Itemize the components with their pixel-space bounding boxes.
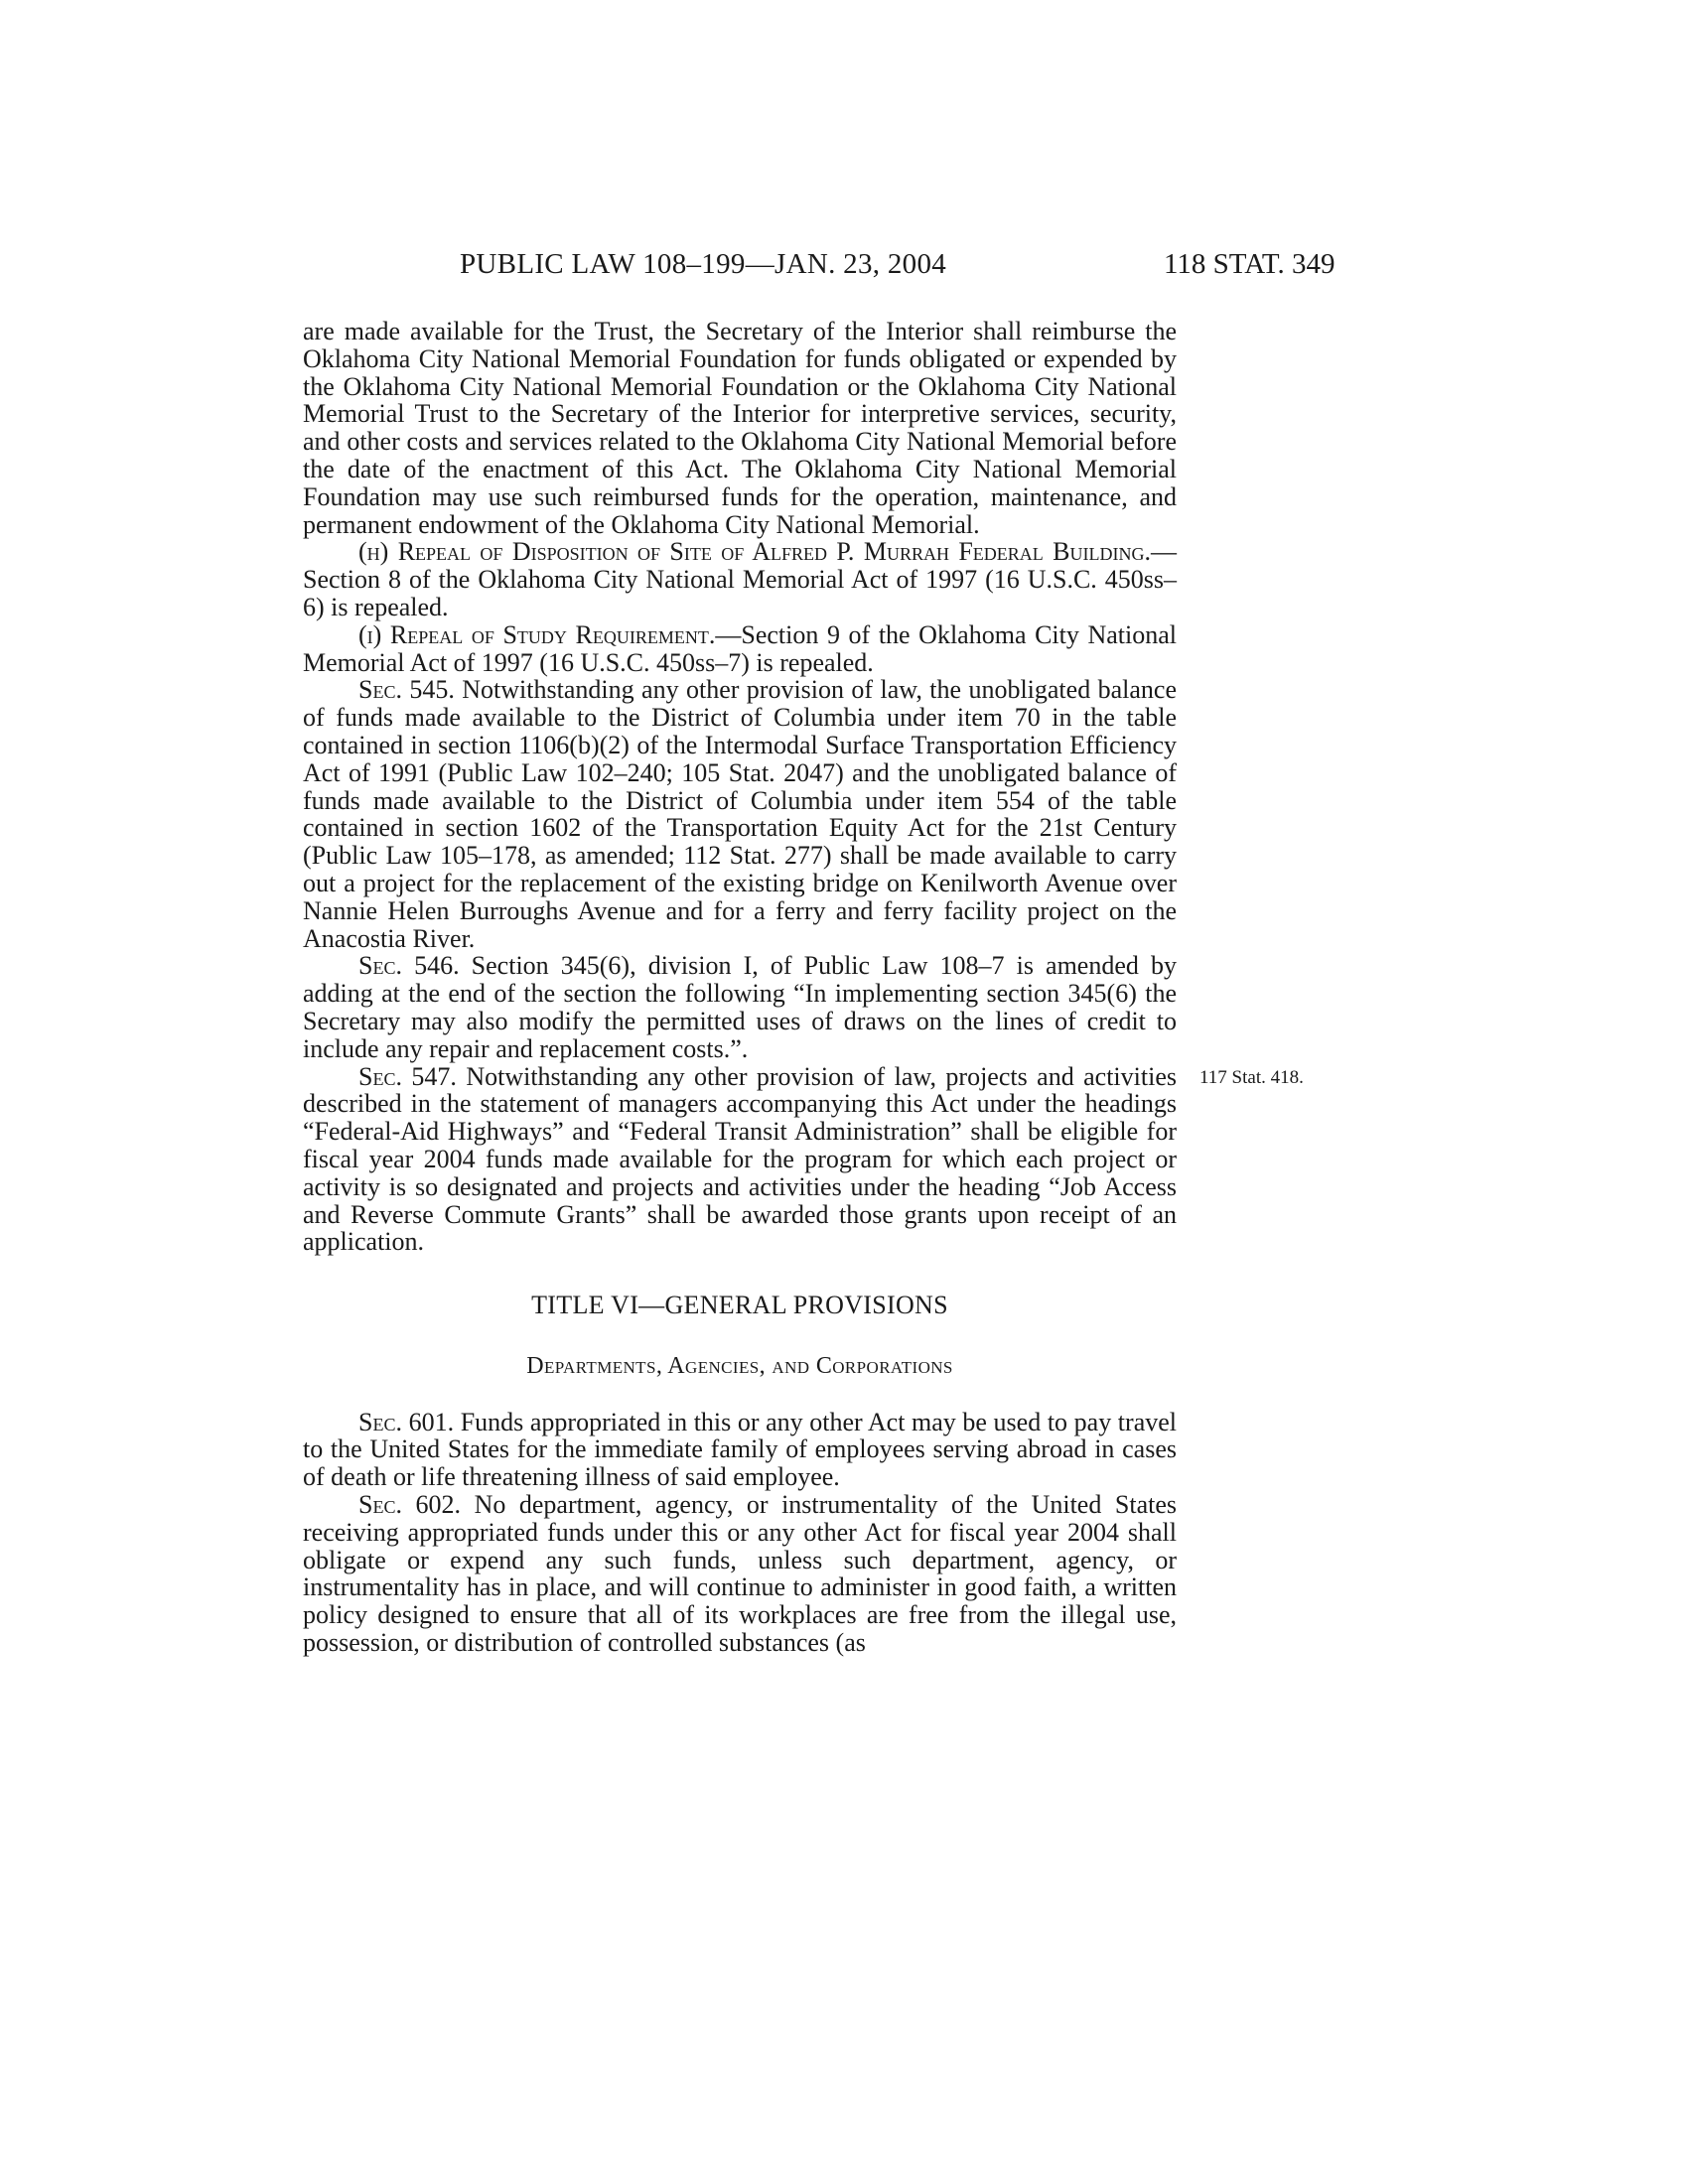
section-546 (303, 952, 1177, 1062)
section-547-label: Sec. 547. (358, 1061, 457, 1091)
section-602-text: No department, agency, or instrumentality of the United States receiving appropriated funds under this or any other Act for fiscal year 2004 shall obligate or expend any such funds, unless such department, agency, or instrumentality has in place, and will continue to administer in good faith, a written policy designed to ensure that all of its workplaces are free from the illegal use, possession, or distribution of controlled substances (as (303, 1490, 1177, 1658)
subsection-i (303, 621, 1177, 677)
section-602 (303, 1491, 1177, 1657)
statute-body (303, 318, 1177, 1657)
section-545 (303, 676, 1177, 952)
subsection-i-text: —Section 9 of the Oklahoma City National Memorial Act of 1997 (16 U.S.C. 450ss–7) is repealed. (303, 619, 1178, 677)
section-601 (303, 1409, 1177, 1491)
section-545-text: Notwithstanding any other provision of law, the unobligated balance of funds made available to the District of Columbia under item 70 in the table contained in section 1106(b)(2) of the Intermodal Surface Transportation Efficiency Act of 1991 (Public Law 102–240; 105 Stat. 2047) and the unobligated balance of funds made available to the District of Columbia under item 554 of the table contained in section 1602 of the Transportation Equity Act for the 21st Century (Public Law 105–178, as amended; 112 Stat. 277) shall be made available to carry out a project for the replacement of the existing bridge on Kenilworth Avenue over Nannie Helen Burroughs Avenue and for a ferry and ferry facility project on the Anacostia River. (303, 675, 1177, 953)
subsection-h-text: —Section 8 of the Oklahoma City National Memorial Act of 1997 (16 U.S.C. 450ss–6) is repealed. (303, 537, 1177, 621)
subsection-i-heading: (i) Repeal of Study Requirement. (358, 619, 716, 649)
section-547-text: Notwithstanding any other provision of law, projects and activities described in the statement of managers accompanying this Act under the headings “Federal-Aid Highways” and “Federal Transit Administration” shall be eligible for fiscal year 2004 funds made available for the program for which each project or activity is so designated and projects and activities under the heading “Job Access and Reverse Commute Grants” shall be awarded those grants upon receipt of an application. (303, 1061, 1177, 1257)
section-546-text: Section 345(6), division I, of Public Law 108–7 is amended by adding at the end of the section the following “In implementing section 345(6) the Secretary may also modify the permitted uses of draws on the lines of credit to include any repair and replacement costs.”. (303, 951, 1177, 1063)
section-601-label: Sec. 601. (358, 1407, 455, 1436)
section-602-label: Sec. 602. (358, 1490, 462, 1520)
margin-citation: 117 Stat. 418. (1199, 1067, 1304, 1088)
subsection-h-heading: (h) Repeal of Disposition of Site of Alfred P. Murrah Federal Building. (358, 537, 1151, 567)
section-subheading: Departments, Agencies, and Corporations (526, 1352, 953, 1379)
running-head-title: PUBLIC LAW 108–199—JAN. 23, 2004 (460, 248, 947, 280)
paragraph-continuation: are made available for the Trust, the Secretary of the Interior shall reimburse the Oklahoma City National Memorial Foundation for funds obligated or expended by the Oklahoma City National Memorial Foundation or the Oklahoma City National Memorial Trust to the Secretary of the Interior for interpretive services, security, and other costs and services related to the Oklahoma City National Memorial before the date of the enactment of this Act. The Oklahoma City National Memorial Foundation may use such reimbursed funds for the operation, maintenance, and permanent endowment of the Oklahoma City National Memorial. (303, 317, 1177, 539)
subsection-h (303, 538, 1177, 620)
section-601-text: Funds appropriated in this or any other Act may be used to pay travel to the United States for the immediate family of employees serving abroad in cases of death or life threatening illness of said employee. (303, 1407, 1177, 1492)
page-stat-number: 118 STAT. 349 (1164, 248, 1336, 280)
section-547 (303, 1063, 1177, 1257)
section-545-label: Sec. 545. (358, 675, 455, 705)
title-heading: TITLE VI—GENERAL PROVISIONS (531, 1291, 948, 1320)
section-546-label: Sec. 546. (358, 951, 460, 981)
